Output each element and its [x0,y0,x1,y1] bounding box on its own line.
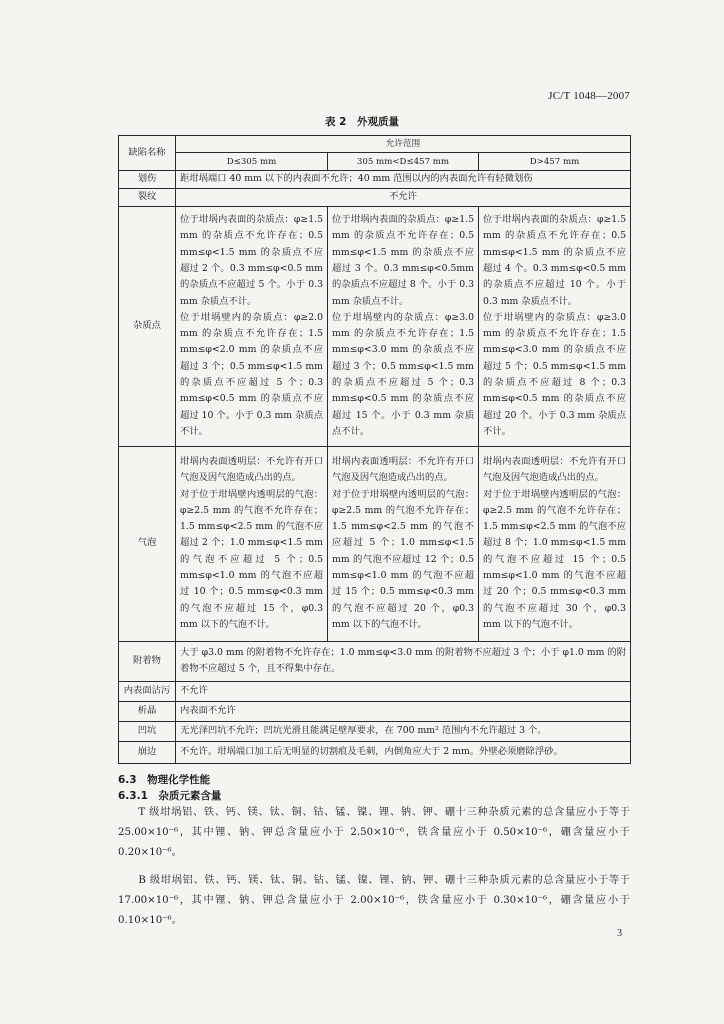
header-size-medium: 305 mm<D≤457 mm [328,153,479,171]
header-defect-name: 缺陷名称 [119,136,176,171]
header-size-small: D≤305 mm [176,153,328,171]
table-size-header-row [119,153,631,171]
attachment-requirement: 大于 φ3.0 mm 的附着物不允许存在；1.0 mm≤φ<3.0 mm 的附着物不应超过 3 个；小于 φ1.0 mm 的附着物不应超过 5 个，且不得集中存在。 [176,641,631,681]
impurity-wall-text: 位于坩埚壁内的杂质点：φ≥3.0 mm 的杂质点不允许存在；1.5 mm≤φ<3.0 mm 的杂质点不应超过 3 个；0.5 mm≤φ<1.5 mm 的杂质点不应超过 5 个；0.3 mm≤φ<0.5 mm 的杂质点不应超过 15 个。小于 0.3 mm 杂质点不计。 [332,311,474,437]
paragraph-b-grade: B 级坩埚铝、铁、钙、镁、钛、铜、钴、锰、镍、锂、钠、钾、硼十三种杂质元素的总含量应小于等于 17.00×10⁻⁶，其中锂、钠、钾总含量应小于 2.00×10⁻⁶，铁含量应小于 0.30×10⁻⁶，硼含量应小于 0.10×10⁻⁶。 [118,874,630,926]
table-row [119,171,631,188]
defect-name-pit: 凹坑 [119,721,176,741]
table-caption: 表 2 外观质量 [325,116,399,128]
defect-name-bubble: 气泡 [119,446,176,641]
defect-name-scratch: 划伤 [119,171,176,188]
defect-name-crack: 裂纹 [119,188,176,206]
page-content [118,112,630,931]
impurity-wall-text: 位于坩埚壁内的杂质点：φ≥2.0 mm 的杂质点不允许存在；1.5 mm≤φ<2.0 mm 的杂质点不应超过 3 个；0.5 mm≤φ<1.5 mm 的杂质点不应超过 5 个；0.3 mm≤φ<0.5 mm 的杂质点不应超过 10 个。小于 0.3 mm 杂质点不计。 [180,311,323,437]
scratch-requirement: 距坩埚端口 40 mm 以下的内表面不允许；40 mm 范围以内的内表面允许有轻微划伤 [176,171,631,188]
defect-name-devitrification: 析晶 [119,701,176,721]
header-size-large: D>457 mm [479,153,631,171]
defect-name-chipping: 崩边 [119,741,176,763]
table-row [119,641,631,681]
document-code: JC/T 1048—2007 [548,90,630,102]
impurity-surface-text: 位于坩埚内表面的杂质点：φ≥1.5 mm 的杂质点不允许存在；0.5 mm≤φ<1.5 mm 的杂质点不应超过 3 个。0.3 mm≤φ<0.5mm 的杂质点不应超过 8 个。小于 0.3 mm 杂质点不计。 [332,214,474,307]
table-row [119,701,631,721]
bubble-surface-text: 坩埚内表面透明层：不允许有开口气泡及因气泡造成凸出的点。 [332,455,474,484]
bubble-wall-text: 对于位于坩埚壁内透明层的气泡：φ≥2.5 mm 的气泡不允许存在；1.5 mm≤φ<2.5 mm 的气泡不应超过 8 个；1.0 mm≤φ<1.5 mm 的气泡不应超过 15 个；0.5 mm≤φ<1.0 mm 的气泡不应超过 20 个；0.5 mm≤φ<0.3 mm 的气泡不应超过 30 个，φ0.3 mm 以下的气泡不计。 [483,488,627,630]
pit-requirement: 无光泽凹坑不允许；凹坑光滑且能满足壁厚要求，在 700 mm² 范围内不允许超过 3 个。 [176,721,631,741]
table-header-row [119,136,631,153]
table-row [119,721,631,741]
table-row [119,741,631,763]
bubble-requirement-small [176,446,328,641]
table-row [119,188,631,206]
bubble-surface-text: 坩埚内表面透明层：不允许有开口气泡及因气泡造成凸出的点。 [483,455,627,484]
bubble-requirement-large [479,446,631,641]
table-row [119,206,631,446]
bubble-requirement-medium [328,446,479,641]
impurity-surface-text: 位于坩埚内表面的杂质点：φ≥1.5 mm 的杂质点不允许存在；0.5 mm≤φ<1.5 mm 的杂质点不应超过 2 个。0.3 mm≤φ<0.5 mm 的杂质点不应超过 5 个。小于 0.3 mm 杂质点不计。 [180,214,323,307]
table-row [119,681,631,701]
paragraph-t-grade: T 级坩埚铝、铁、钙、镁、钛、铜、钴、锰、镍、锂、钠、钾、硼十三种杂质元素的总含量应小于等于 25.00×10⁻⁶，其中锂、钠、钾总含量应小于 2.50×10⁻⁶，铁含量应小于 0.50×10⁻⁶，硼含量应小于 0.20×10⁻⁶。 [118,806,630,858]
impurity-requirement-small [176,206,328,446]
stain-requirement: 不允许 [176,681,631,701]
impurity-surface-text: 位于坩埚内表面的杂质点：φ≥1.5 mm 的杂质点不允许存在；0.5 mm≤φ<1.5 mm 的杂质点不应超过 4 个。0.3 mm≤φ<0.5 mm 的杂质点不应超过 10 个。小于 0.3 mm 杂质点不计。 [483,214,627,307]
chipping-requirement: 不允许。坩埚端口加工后无明显的切割痕及毛刺，内倒角应大于 2 mm。外壁必须磨除浮砂。 [176,741,631,763]
devitrification-requirement: 内表面不允许 [176,701,631,721]
bubble-wall-text: 对于位于坩埚壁内透明层的气泡：φ≥2.5 mm 的气泡不允许存在；1.5 mm≤φ<2.5 mm 的气泡不应超过 5 个；1.0 mm≤φ<1.5 mm 的气泡不应超过 12 个；0.5 mm≤φ<1.0 mm 的气泡不应超过 15 个；0.5 mm≤φ<0.3 mm 的气泡不应超过 20 个，φ0.3 mm 以下的气泡不计。 [332,488,474,630]
impurity-wall-text: 位于坩埚壁内的杂质点：φ≥3.0 mm 的杂质点不允许存在；1.5 mm≤φ<3.0 mm 的杂质点不应超过 5 个；0.5 mm≤φ<1.5 mm 的杂质点不应超过 8 个；0.3 mm≤φ<0.5 mm 的杂质点不应超过 20 个。小于 0.3 mm 杂质点不计。 [483,311,627,437]
subsection-heading: 6.3.1 杂质元素含量 [118,789,222,802]
bubble-wall-text: 对于位于坩埚壁内透明层的气泡：φ≥2.5 mm 的气泡不允许存在；1.5 mm≤φ<2.5 mm 的气泡不应超过 2 个；1.0 mm≤φ<1.5 mm 的气泡不应超过 5 个；0.5 mm≤φ<1.0 mm 的气泡不应超过 10 个；0.5 mm≤φ<0.3 mm 的气泡不应超过 15 个，φ0.3 mm 以下的气泡不计。 [180,488,323,630]
page-number: 3 [617,928,622,939]
appearance-quality-table [118,135,631,764]
table-row [119,446,631,641]
bubble-surface-text: 坩埚内表面透明层：不允许有开口气泡及因气泡造成凸出的点。 [180,455,323,484]
impurity-requirement-medium [328,206,479,446]
header-allowed-range: 允许范围 [176,136,631,153]
crack-requirement: 不允许 [176,188,631,206]
defect-name-stain: 内表面沾污 [119,681,176,701]
defect-name-attachment: 附着物 [119,641,176,681]
impurity-requirement-large [479,206,631,446]
section-heading: 6.3 物理化学性能 [118,773,211,786]
defect-name-impurity: 杂质点 [119,206,176,446]
